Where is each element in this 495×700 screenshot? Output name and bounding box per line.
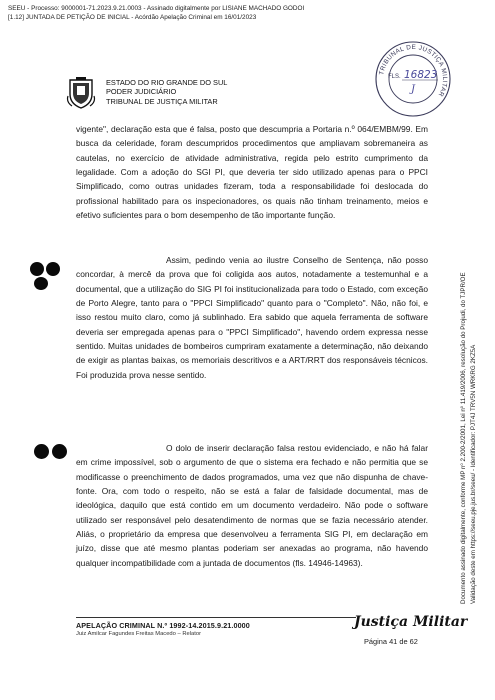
rapporteur-name: Juiz Amilcar Fagundes Freitas Macedo – Relator	[76, 631, 202, 637]
signature-note-line2: Validação deste em https://seeu.pje.jus.br/seeu/ - Identificador: PJT4J TRV5N WRKRG 2KZ5A	[470, 344, 477, 604]
footer-divider	[76, 617, 356, 618]
ink-blot	[34, 444, 49, 459]
state-name: ESTADO DO RIO GRANDE DO SUL	[106, 78, 228, 87]
ink-blot	[46, 262, 60, 276]
paragraph-3: O dolo de inserir declaração falsa restou evidenciado, e não há falar em crime impossível, sob o argumento de que o sistema era fechado e não permitia que se modificasse o preenchimento de dados programados, uma vez que não dispunha de chave-fonte. Ora, com todo o respeito, não se está a falar de falsidade documental, mas de ideológica, daquilo que está contido em um documento verdadeiro. Não pode o software utilizado ser responsável pelo desatendimento de normas que se fazia necessário atender. Aliás, o proprietário da empresa que desenvolveu a ferramenta SIG PI, em declaração em juízo, disse que até mesmo plantas poderiam ser anexadas ao programa, não havendo qualquer incompatibilidade com a juntada de documentos (fls. 14946-14963).	[76, 443, 428, 568]
ink-blot	[34, 277, 48, 290]
judiciary-name: PODER JUDICIÁRIO	[106, 87, 177, 97]
coat-of-arms-icon	[66, 76, 96, 110]
signature-note-line1: Documento assinado digitalmente, conforme MP nº 2.200-2/2001, Lei nº 11.419/2006, resolução do Projudi, do TJPR/OE	[460, 272, 467, 604]
svg-text:16823: 16823	[404, 69, 438, 81]
svg-text:TRIBUNAL DE JUSTIÇA MILITAR: TRIBUNAL DE JUSTIÇA MILITAR	[378, 43, 449, 98]
court-stamp	[374, 40, 452, 118]
ink-blot	[52, 444, 67, 459]
page-number: Página 41 de 62	[364, 637, 418, 646]
case-title: APELAÇÃO CRIMINAL N.º 1992-14.2015.9.21.0000	[76, 621, 250, 630]
header-process-line: SEEU - Processo: 9000001-71.2023.9.21.0003 - Assinado digitalmente por LISIANE MACHADO GODOI	[8, 5, 305, 12]
organization-block	[106, 78, 227, 106]
justica-militar-logo: Justiça Militar	[354, 614, 468, 630]
ink-blot	[30, 262, 44, 276]
paragraph-2: Assim, pedindo venia ao ilustre Conselho de Sentença, não posso concordar, à mercê da prova que foi coligida aos autos, notadamente a testemunhal e a documental, que a utilização do SIG PI foi institucionalizada para todo o Estado, com exceção de Porto Alegre, tanto para o "PPCI Simplificado" quanto para o "Completo". Não, não foi, e isso restou muito claro, como já sublinhado. Era sabido que aquela ferramenta de software deveria ser empregada apenas para o "PPCI Simplificado", havendo ordem expressa nesse sentido. Muitas unidades de bombeiros cumpriram exatamente a determinação, não deixando de exigir as plantas baixas, os memoriais descritivos e a ART/RRT dos responsáveis técnicos. Foi produzida prova nesse sentido.	[76, 255, 428, 380]
svg-text:FLS.: FLS.	[388, 74, 401, 80]
paragraph-1: vigente", declaração esta que é falsa, posto que descumpria a Portaria n.º 064/EMBM/99. Em busca da celeridade, foram descumpridos procedimentos que ampliavam sobremaneira as cautelas, no exercício de atividade administrativa, regida pelo estrito cumprimento da legalidade. Com a adoção do SGI PI, que deveria ter sido utilizado apenas para o PPCI Simplificado, como outras unidades fizeram, toda a responsabilidade foi deslocada do profissional habilitado para os inspecionadores, os quais não tinham treinamento, meios e efetivo suficientes para o bom desempenho de tão importante função.	[76, 124, 428, 221]
header-petition-line: [1.12] JUNTADA DE PETIÇÃO DE INICIAL - Acórdão Apelação Criminal em 16/01/2023	[8, 14, 257, 21]
court-name: TRIBUNAL DE JUSTIÇA MILITAR	[106, 96, 218, 106]
digital-signature-note	[458, 64, 486, 604]
svg-text:J: J	[411, 84, 416, 95]
